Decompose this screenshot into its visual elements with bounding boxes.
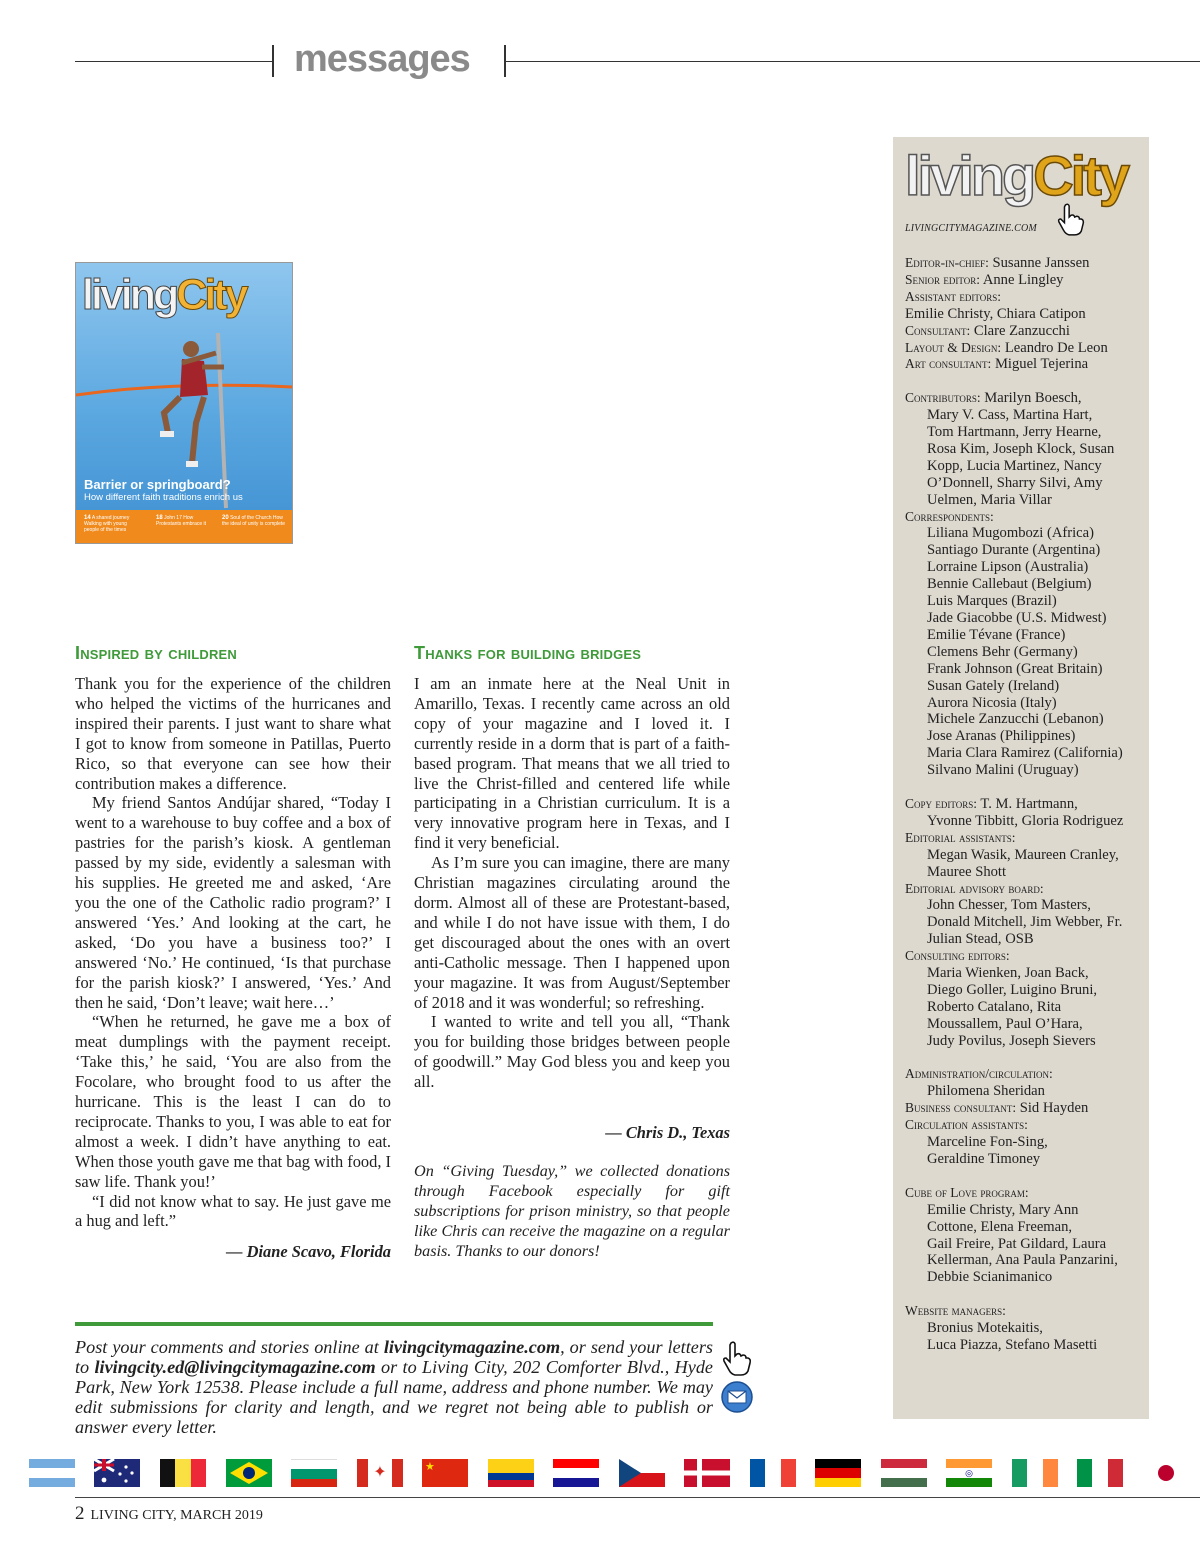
letter1-paragraph: “When he returned, he gave me a box of meat dumplings with the payment receipt. ‘Take this,’ he said, ‘You are also from the Focolare, who brought food to us after the hurricane. This is the least I can do to reciprocate. Thanks to you, I was able to eat for almost a week. I didn’t have anything to eat. When those youth gave me that bag with food, I saw life. Thank you!’	[75, 1012, 391, 1191]
cover-contents-band	[76, 510, 292, 543]
brazil-flag	[226, 1459, 272, 1487]
hungary-flag	[881, 1459, 927, 1487]
masthead-sidebar	[893, 137, 1149, 1419]
czech-flag	[619, 1459, 665, 1487]
cover-headline: Barrier or springboard?	[84, 477, 231, 492]
email-icon[interactable]	[720, 1380, 754, 1414]
letter1-signature: — Diane Scavo, Florida	[226, 1242, 391, 1261]
pointer-hand-icon	[1057, 201, 1085, 237]
letter1-paragraph: Thank you for the experience of the children who helped the victims of the hurricanes and inspired their parents. I just want to share what I got to know from someone in Patillas, Puerto Rico, so that everyone can see how their contribution makes a difference.	[75, 674, 391, 793]
germany-flag	[815, 1459, 861, 1487]
footer-rule	[75, 1497, 1200, 1498]
letter1-body	[75, 674, 391, 1231]
cover-item: 14 A shared journey Walking with young people of the times	[84, 515, 130, 533]
section-title: messages	[294, 38, 470, 80]
living-city-logo: livingCity	[905, 144, 1128, 207]
magazine-cover[interactable]	[75, 262, 293, 544]
letter2-body	[414, 674, 730, 1092]
colombia-flag	[488, 1459, 534, 1487]
letter2-paragraph: As I’m sure you can imagine, there are many Christian magazines circulating around the dorm. Almost all of these are Protestant-based, and while I do not have issue with them, I do get discouraged about the ones with an overt anti-Catholic message. Then I happened upon your magazine. It was from August/September of 2018 and it was wonderful; so refreshing.	[414, 853, 730, 1012]
website-link[interactable]: livingcitymagazine.com	[383, 1337, 561, 1357]
letter1-heading: Inspired by children	[75, 643, 238, 663]
cover-logo: livingCity	[82, 271, 246, 319]
cover-item: 20 Soul of the Church How the ideal of unity is complete	[222, 515, 286, 527]
japan-flag	[1143, 1459, 1189, 1487]
letter1-paragraph: “I did not know what to say. He just gave me a hug and left.”	[75, 1191, 391, 1231]
australia-flag	[94, 1459, 140, 1487]
ireland-flag	[1012, 1459, 1058, 1487]
pointer-hand-icon	[722, 1340, 752, 1376]
letter2-signature: — Chris D., Texas	[605, 1123, 730, 1142]
page-footer	[75, 1503, 263, 1525]
page-number: 2	[75, 1503, 85, 1524]
cover-item: 18 John 17 How Protestants embrace it	[156, 515, 207, 527]
header-divider-left	[272, 45, 274, 77]
footer-title: LIVING CITY, MARCH 2019	[90, 1508, 263, 1523]
submission-info: Post your comments and stories online at livingcitymagazine.com, or send your letters to livingcity.ed@livingcitymagazine.com or to Living City, 202 Comforter Blvd., Hyde Park, New York 12538. Please include a full name, address and phone number. We may edit submissions for clarity and length, and we regret not being able to publish or answer every letter.	[75, 1337, 713, 1437]
china-flag: ★	[422, 1459, 468, 1487]
croatia-flag	[553, 1459, 599, 1487]
india-flag: ◎	[946, 1459, 992, 1487]
denmark-flag	[684, 1459, 730, 1487]
letter2-paragraph: I wanted to write and tell you all, “Thank you for building those bridges between people of goodwill.” May God bless you and keep you all.	[414, 1012, 730, 1092]
cover-subhead: How different faith traditions enrich us	[84, 492, 243, 503]
letter1-paragraph: My friend Santos Andújar shared, “Today I went to a warehouse to buy coffee and a box of pastries for the parish’s kiosk. A gentleman passed by my side, evidently a salesman with his supplies. He greeted me and asked, ‘Are you the one of the Catholic radio program?’ I answered ‘Yes.’ And looking at the cart, he asked, ‘Do you have a business too?’ I answered ‘No.’ He continued, ‘Is that purchase for the parish kiosk?’ I answered, ‘Yes.’ And then he said, ‘Don’t leave; wait here…’	[75, 793, 391, 1012]
argentina-flag	[29, 1459, 75, 1487]
pole-vaulter-image	[76, 263, 292, 510]
france-flag	[750, 1459, 796, 1487]
green-rule	[75, 1322, 713, 1326]
bulgaria-flag	[291, 1459, 337, 1487]
staff-list: Editor-in-chief: Susanne Janssen Senior editor: Anne Lingley Assistant editors: Emilie Christy, Chiara Catipon Consultant: Clare Zanzucchi Layout & Design: Leandro De Leon Art consultant: Miguel Tejerina Contributors: Marilyn Boesch, Mary V. Cass, Martina Hart, Tom Hartmann, Jerry Hearne, Rosa Kim, Joseph Klock, Susan Kopp, Lucia Martinez, Nancy O’Donnell, Sharry Silvi, Amy Uelmen, Maria Villar Correspondents: Liliana Mugombozi (Africa) Santiago Durante (Argentina) Lorraine Lipson (Australia) Bennie Callebaut (Belgium) Luis Marques (Brazil) Jade Giacobbe (U.S. Midwest) Emilie Tévane (France) Clemens Behr (Germany) Frank Johnson (Great Britain) Susan Gately (Ireland) Aurora Nicosia (Italy) Michele Zanzucchi (Lebanon) Jose Aranas (Philippines) Maria Clara Ramirez (California) Silvano Malini (Uruguay) Copy editors: T. M. Hartmann, Yvonne Tibbitt, Gloria Rodriguez Editorial assistants: Megan Wasik, Maureen Cranley, Mauree Shott Editorial advisory board: John Chesser, Tom Masters, Donald Mitchell, Jim Webber, Fr. Julian Stead, OSB Consulting editors: Maria Wienken, Joan Back, Diego Goller, Luigino Bruni, Roberto Catalano, Rita Moussallem, Paul O’Hara, Judy Povilus, Joseph Sievers Administration/circulation: Philomena Sheridan Business consultant: Sid Hayden Circulation assistants: Marceline Fon-Sing, Geraldine Timoney Cube of Love program: Emilie Christy, Mary Ann Cottone, Elena Freeman, Gail Freire, Pat Gildard, Laura Kellerman, Ana Paula Panzarini, Debbie Scianimanico Website managers: Bronius Motekaitis, Luca Piazza, Stefano Masetti	[905, 255, 1124, 1353]
email-link[interactable]: livingcity.ed@livingcitymagazine.com	[94, 1356, 376, 1377]
letter2-heading: Thanks for building bridges	[414, 643, 642, 663]
header-rule-left	[75, 61, 273, 62]
masthead-website[interactable]: LIVINGCITYMAGAZINE.COM	[905, 223, 1037, 234]
belgium-flag	[160, 1459, 206, 1487]
italy-flag	[1077, 1459, 1123, 1487]
giving-tuesday-note: On “Giving Tuesday,” we collected donations through Facebook especially for gift subscriptions for prison ministry, so that people like Chris can receive the magazine on a regular basis. Thanks to our donors!	[414, 1162, 730, 1260]
letter2-paragraph: I am an inmate here at the Neal Unit in Amarillo, Texas. I recently came across an old copy of your magazine and I loved it. I currently reside in a dorm that is part of a faith-based program. That means that we all tried to live the Christ-filled and centered life while participating in a Christian curriculum. It is a very innovative program here in Texas, and I find it very beneficial.	[414, 674, 730, 853]
header-rule-right	[506, 61, 1200, 62]
canada-flag: ✦	[357, 1459, 403, 1487]
